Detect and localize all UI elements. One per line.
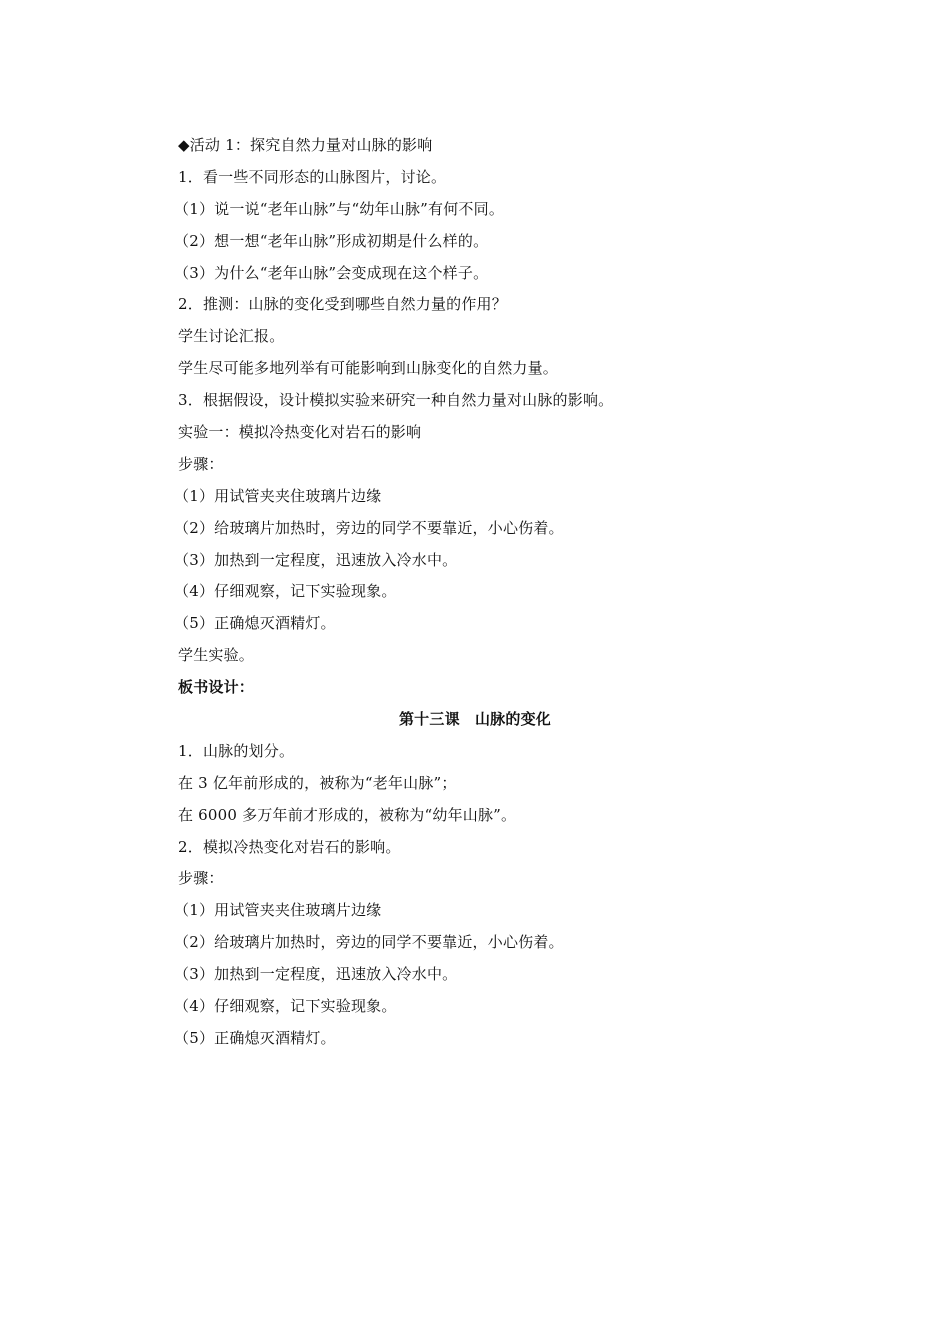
list-item: 1．看一些不同形态的山脉图片，讨论。	[178, 167, 447, 186]
step-item: （3）加热到一定程度，迅速放入冷水中。	[174, 550, 458, 569]
step-item: （5）正确熄灭酒精灯。	[174, 614, 336, 633]
paragraph: 在 3 亿年前形成的，被称为“老年山脉”；	[178, 773, 457, 792]
step-item: （1）用试管夹夹住玻璃片边缘	[174, 486, 382, 505]
step-item: （3）加热到一定程度，迅速放入冷水中。	[174, 965, 458, 984]
paragraph: 学生实验。	[178, 646, 255, 665]
activity-heading: ◆活动 1：探究自然力量对山脉的影响	[178, 136, 433, 154]
list-item: （2）想一想“老年山脉”形成初期是什么样的。	[174, 231, 489, 250]
paragraph: 在 6000 多万年前才形成的，被称为“幼年山脉”。	[178, 805, 517, 824]
list-item: （1）说一说“老年山脉”与“幼年山脉”有何不同。	[174, 199, 505, 218]
step-item: （2）给玻璃片加热时，旁边的同学不要靠近，小心伤着。	[174, 518, 564, 537]
step-item: （5）正确熄灭酒精灯。	[174, 1028, 336, 1047]
list-item: 3．根据假设，设计模拟实验来研究一种自然力量对山脉的影响。	[178, 391, 614, 410]
step-item: （1）用试管夹夹住玻璃片边缘	[174, 901, 382, 920]
lesson-title: 第十三课 山脉的变化	[398, 710, 551, 729]
experiment-title: 实验一：模拟冷热变化对岩石的影响	[178, 423, 422, 442]
list-item: （3）为什么“老年山脉”会变成现在这个样子。	[174, 263, 489, 282]
steps-label: 步骤：	[178, 869, 224, 888]
list-item: 1．山脉的划分。	[178, 741, 295, 760]
list-item: 2．推测：山脉的变化受到哪些自然力量的作用？	[178, 295, 507, 314]
document-body	[174, 130, 778, 1055]
board-design-heading: 板书设计：	[178, 678, 255, 697]
paragraph: 学生讨论汇报。	[178, 327, 285, 346]
step-item: （2）给玻璃片加热时，旁边的同学不要靠近，小心伤着。	[174, 933, 564, 952]
paragraph: 学生尽可能多地列举有可能影响到山脉变化的自然力量。	[178, 359, 559, 378]
steps-label: 步骤：	[178, 454, 224, 473]
step-item: （4）仔细观察，记下实验现象。	[174, 997, 397, 1016]
step-item: （4）仔细观察，记下实验现象。	[174, 582, 397, 601]
list-item: 2．模拟冷热变化对岩石的影响。	[178, 837, 401, 856]
